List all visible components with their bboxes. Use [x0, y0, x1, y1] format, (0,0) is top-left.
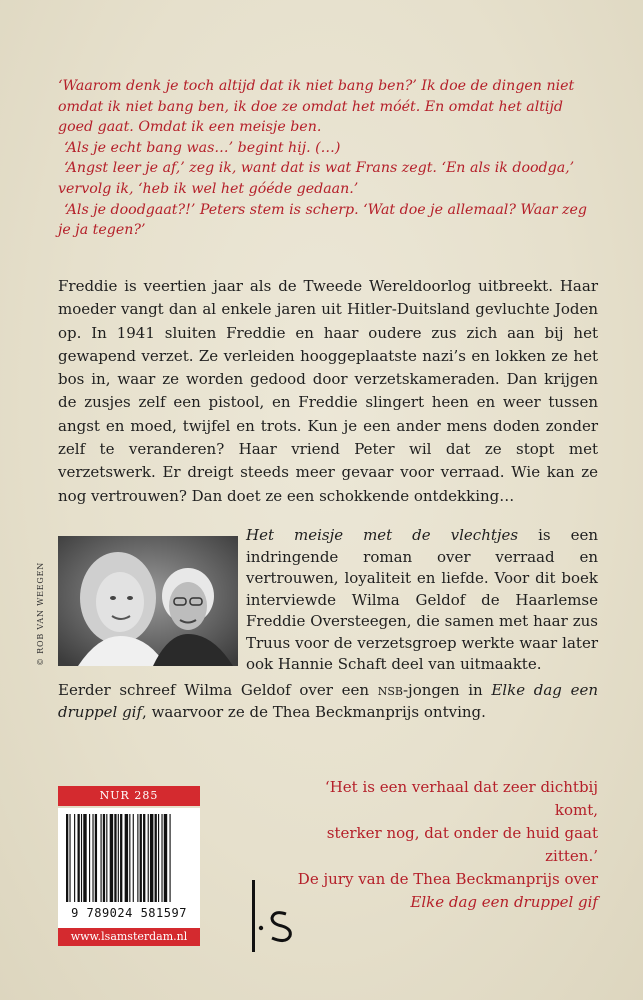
- barcode-bar: [133, 814, 134, 902]
- nsb-abbrev: nsb: [377, 681, 403, 699]
- barcode-bar: [158, 814, 159, 902]
- barcode-bar: [83, 814, 86, 902]
- author-photo-illustration: [58, 536, 238, 666]
- synopsis: [58, 275, 598, 508]
- publisher-url: www.lsamsterdam.nl: [58, 928, 200, 946]
- quote-paragraph: ‘Angst leer je af,’ zeg ik, want dat is wat Frans zegt. ‘En als ik doodga,’ vervolg ik, ‘heb ik wel het góéde gedaan.’: [58, 160, 575, 197]
- author-photo: [58, 536, 238, 666]
- barcode-bar: [120, 814, 122, 902]
- barcode-bar: [155, 814, 157, 902]
- barcode-bar: [103, 814, 105, 902]
- barcode-bar: [125, 814, 128, 902]
- barcode-bar: [140, 814, 142, 902]
- book-title: Het meisje met de vlechtjes: [246, 526, 519, 544]
- nur-code: NUR 285: [58, 786, 200, 806]
- barcode-bar: [101, 814, 102, 902]
- barcode-bar: [81, 814, 82, 902]
- barcode-bar: [66, 814, 68, 902]
- barcode-bar: [161, 814, 162, 902]
- isbn-number: 9 789024 581597: [71, 906, 187, 920]
- about-book-bottom: [58, 680, 598, 723]
- quote-paragraph: ‘Als je echt bang was…’ begint hij. (…): [64, 139, 341, 156]
- barcode-bar: [170, 814, 171, 902]
- barcode-bars: [58, 808, 200, 904]
- jury-line: ‘Het is een verhaal dat zeer dichtbij komt,: [324, 778, 598, 819]
- jury-line: Elke dag een druppel gif: [410, 893, 598, 911]
- barcode-bar: [110, 814, 113, 902]
- excerpt-quote: [58, 76, 598, 241]
- barcode-bar: [78, 814, 80, 902]
- publisher-logo: [250, 880, 300, 952]
- barcode-bar: [148, 814, 149, 902]
- previous-book-title: Elke dag een druppel gif: [58, 681, 599, 721]
- barcode-bar: [137, 814, 138, 902]
- barcode-bar: [106, 814, 107, 902]
- jury-line: De jury van de Thea Beckmanprijs over: [297, 870, 598, 888]
- barcode-bar: [69, 814, 70, 902]
- jury-line: sterker nog, dat onder de huid gaat zitten.’: [326, 824, 598, 865]
- about-text: , waarvoor ze de Thea Beckmanprijs ontving.: [142, 702, 486, 721]
- about-text: -jongen in: [402, 681, 492, 699]
- barcode-bar: [95, 814, 97, 902]
- publisher-logo-icon: [250, 880, 300, 952]
- barcode-label: [58, 786, 200, 946]
- about-text: is een indringende roman over verraad en vertrouwen, loyaliteit en liefde. Voor dit boek interviewde Wilma Geldof de Haarlemse Freddie Oversteegen, die samen met haar zus Truus voor de verzetsgroep werkte waar later ook Hannie Schaft deel van uitmaakte.: [246, 526, 598, 673]
- barcode: [58, 808, 200, 928]
- jury-quote: [280, 776, 598, 914]
- barcode-bar: [89, 814, 90, 902]
- about-book-top: [246, 525, 598, 676]
- barcode-bar: [92, 814, 93, 902]
- barcode-bar: [114, 814, 116, 902]
- quote-paragraph: ‘Waarom denk je toch altijd dat ik niet bang ben?’ Ik doe de dingen niet omdat ik niet bang ben, ik doe ze omdat het móét. En omdat het altijd goed gaat. Omdat ik een meisje ben.: [58, 78, 575, 136]
- barcode-bar: [143, 814, 145, 902]
- barcode-bar: [129, 814, 130, 902]
- barcode-bar: [74, 814, 75, 902]
- about-text: Eerder schreef Wilma Geldof over een: [58, 681, 378, 699]
- quote-paragraph: ‘Als je doodgaat?!’ Peters stem is scherp. ‘Wat doe je allemaal? Waar zeg je ja tegen?’: [58, 201, 587, 239]
- barcode-bar: [150, 814, 153, 902]
- synopsis-text: Freddie is veertien jaar als de Tweede Wereldoorlog uitbreekt. Haar moeder vangt dan al enkele jaren uit Hitler-Duitsland gevluchte Joden op. In 1941 sluiten Freddie en haar oudere zus zich aan bij het gewapend verzet. Ze verleiden hooggeplaatste nazi’s en lokken ze het bos in, waar ze worden gedood door verzetskameraden. Dan krijgen de zusjes zelf een pistool, en Freddie slingert heen en weer tussen angst en moed, twijfel en trots. Kun je een ander mens doden zonder zelf te veranderen? Haar vriend Peter wil dat ze stopt met verzetswerk. Er dreigt steeds meer gevaar voor verraad. Wie kan ze nog vertrouwen? Dan doet ze een schokkende ontdekking…: [58, 277, 598, 505]
- barcode-bar: [164, 814, 167, 902]
- barcode-bar: [118, 814, 119, 902]
- photo-credit: © ROB VAN WEEGEN: [36, 561, 45, 666]
